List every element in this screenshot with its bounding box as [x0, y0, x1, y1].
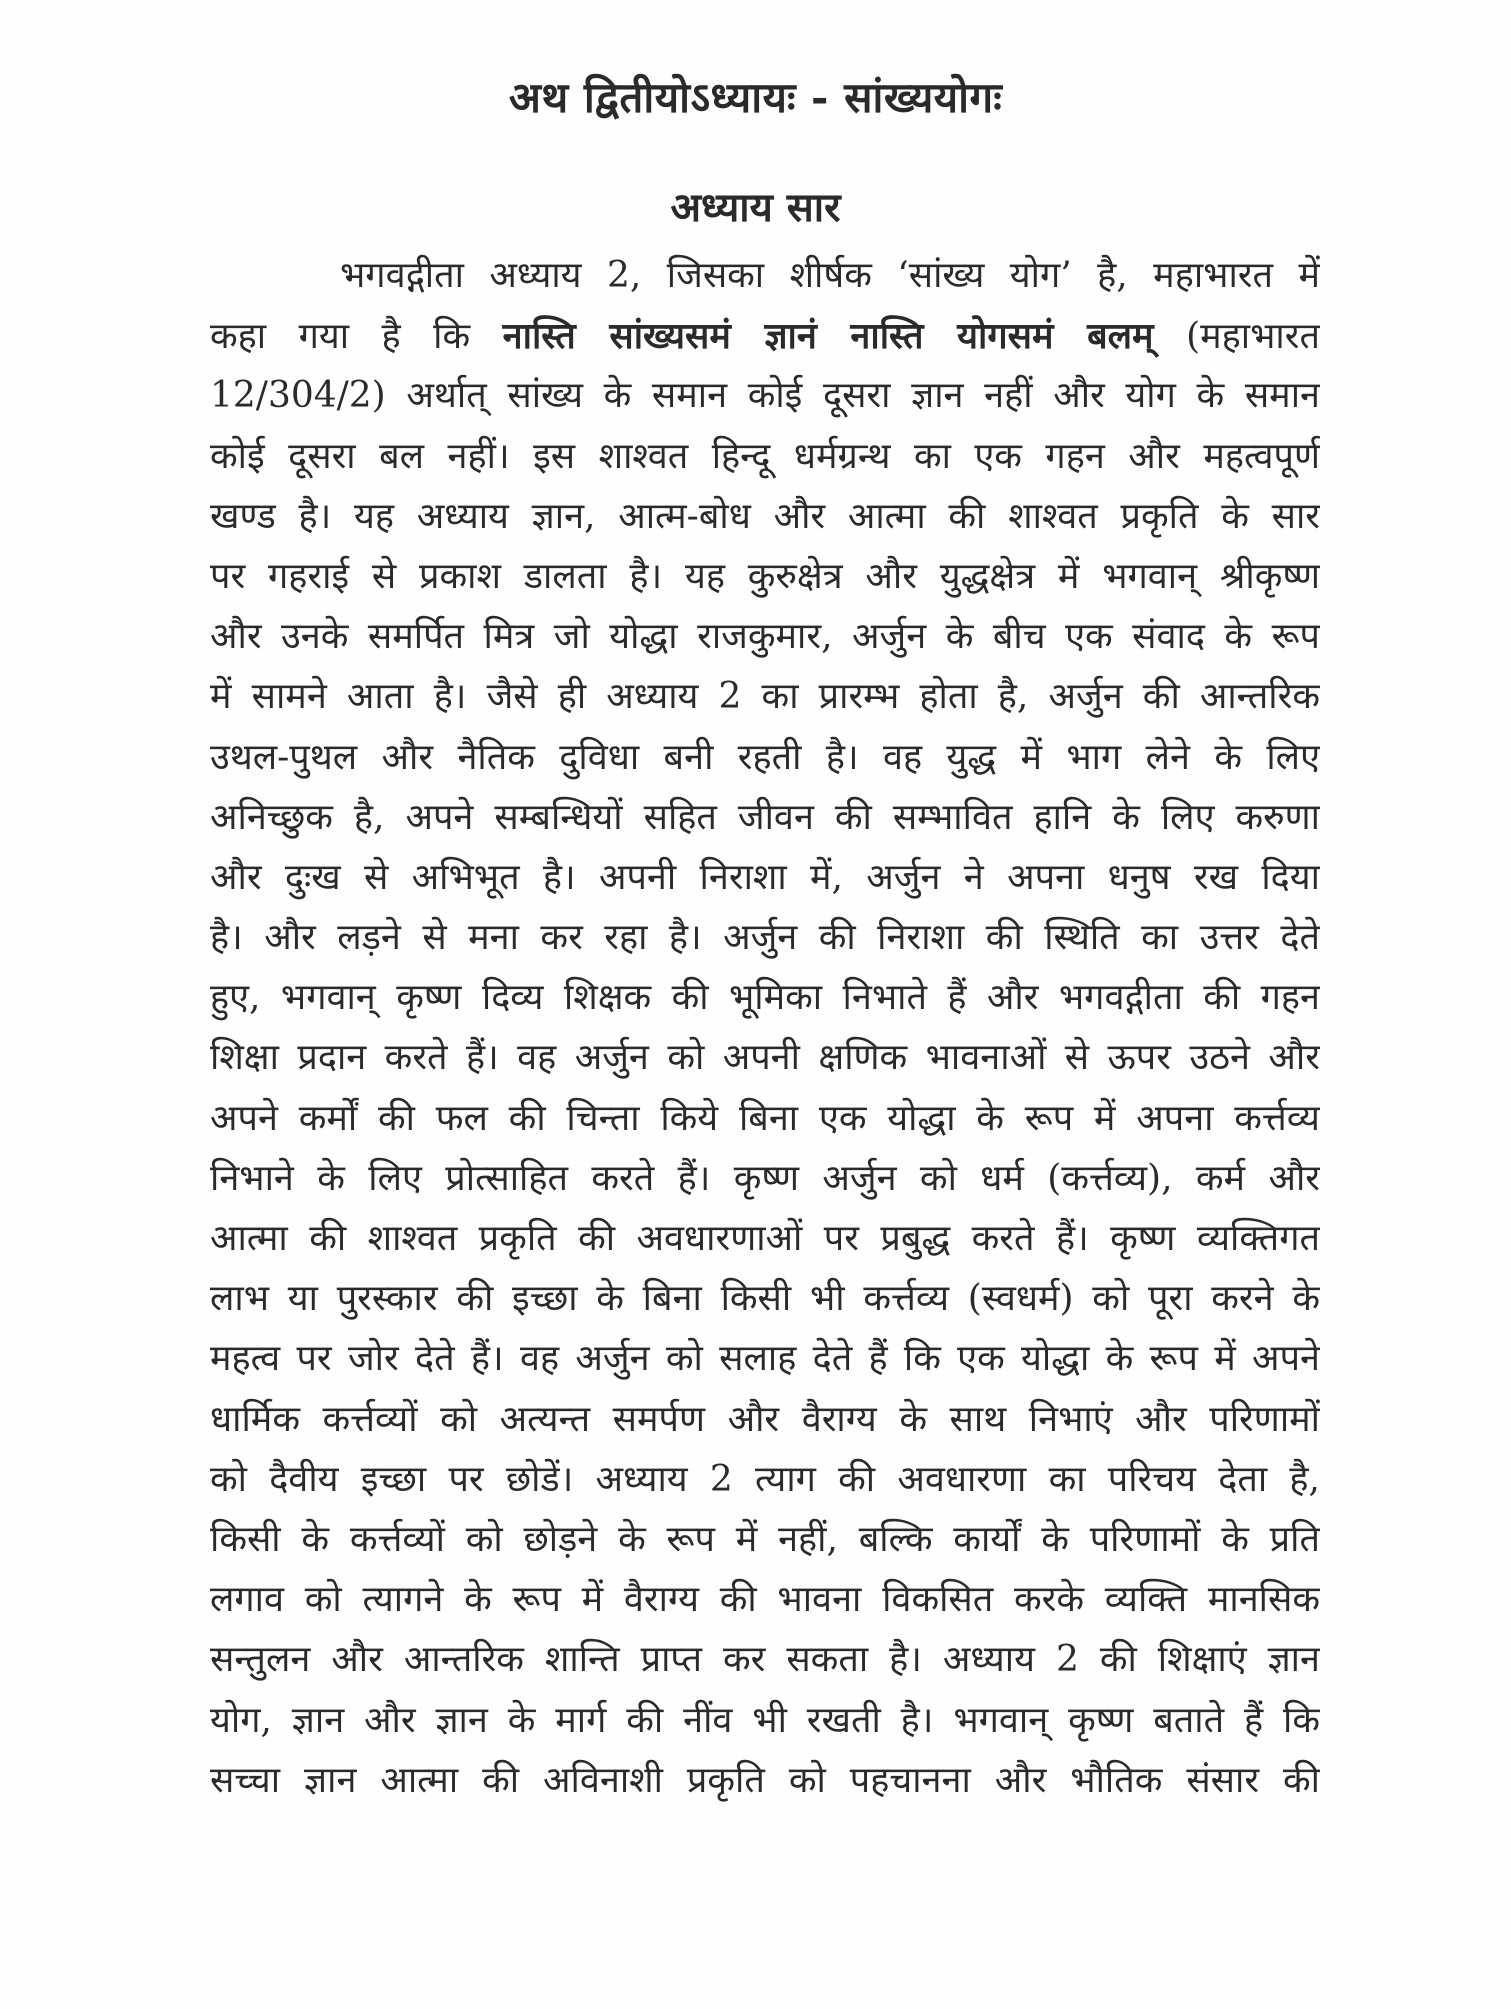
text-segment: योग, ज्ञान और ज्ञान के मार्ग की नींव भी रखती है। भगवान् कृष्ण बताते हैं कि	[210, 1699, 1320, 1741]
text-segment: अपने कर्मों की फल की चिन्ता किये बिना एक योद्धा के रूप में अपना कर्त्तव्य	[210, 1097, 1320, 1139]
text-segment: सन्तुलन और आन्तरिक शान्ति प्राप्त कर सकता है। अध्याय 2 की शिक्षाएं ज्ञान	[210, 1639, 1320, 1681]
text-segment: हुए, भगवान् कृष्ण दिव्य शिक्षक की भूमिका निभाते हैं और भगवद्गीता की गहन	[210, 977, 1320, 1019]
sanskrit-quote: नास्ति सांख्यसमं ज्ञानं नास्ति योगसमं बलम्	[502, 315, 1154, 358]
text-line	[210, 1269, 1320, 1329]
text-line	[210, 366, 1320, 426]
chapter-title: अथ द्वितीयोऽध्यायः - सांख्ययोगः	[508, 73, 1003, 122]
text-line	[210, 1089, 1320, 1149]
text-segment: 12/304/2) अर्थात् सांख्य के समान कोई दूसरा ज्ञान नहीं और योग के समान	[210, 375, 1320, 417]
text-segment: खण्ड है। यह अध्याय ज्ञान, आत्म-बोध और आत्मा की शाश्वत प्रकृति के सार	[210, 495, 1320, 537]
body-paragraph	[210, 246, 1320, 1811]
text-segment: सच्चा ज्ञान आत्मा की अविनाशी प्रकृति को पहचानना और भौतिक संसार की	[210, 1759, 1320, 1801]
text-line	[210, 1149, 1320, 1209]
text-line	[210, 1209, 1320, 1269]
text-line	[210, 1751, 1320, 1811]
text-line	[210, 1390, 1320, 1450]
text-segment: (महाभारत	[1153, 316, 1320, 358]
text-segment: लगाव को त्यागने के रूप में वैराग्य की भावना विकसित करके व्यक्ति मानसिक	[210, 1579, 1320, 1621]
text-line	[210, 246, 1320, 306]
text-segment: धार्मिक कर्त्तव्यों को अत्यन्त समर्पण और वैराग्य के साथ निभाएं और परिणामों	[210, 1398, 1320, 1440]
text-line	[210, 1630, 1320, 1690]
text-line	[210, 728, 1320, 788]
text-line	[210, 607, 1320, 667]
text-segment: में सामने आता है। जैसे ही अध्याय 2 का प्रारम्भ होता है, अर्जुन की आन्तरिक	[210, 676, 1320, 718]
text-segment: कहा गया है कि	[210, 316, 503, 358]
text-segment: लाभ या पुरस्कार की इच्छा के बिना किसी भी कर्त्तव्य (स्वधर्म) को पूरा करने के	[210, 1278, 1320, 1320]
text-segment: भगवद्गीता अध्याय 2, जिसका शीर्षक ‘सांख्य योग’ है, महाभारत में	[340, 255, 1320, 296]
text-segment: पर गहराई से प्रकाश डालता है। यह कुरुक्षेत्र और युद्धक्षेत्र में भगवान् श्रीकृष्ण	[210, 555, 1320, 597]
text-segment: उथल-पुथल और नैतिक दुविधा बनी रहती है। वह युद्ध में भाग लेने के लिए	[210, 736, 1320, 778]
text-line	[210, 788, 1320, 848]
text-line	[210, 1450, 1320, 1510]
text-segment: आत्मा की शाश्वत प्रकृति की अवधारणाओं पर प्रबुद्ध करते हैं। कृष्ण व्यक्तिगत	[210, 1218, 1320, 1259]
text-segment: और उनके समर्पित मित्र जो योद्धा राजकुमार, अर्जुन के बीच एक संवाद के रूप	[210, 616, 1320, 658]
text-segment: महत्व पर जोर देते हैं। वह अर्जुन को सलाह देते हैं कि एक योद्धा के रूप में अपने	[210, 1338, 1320, 1380]
text-line	[210, 487, 1320, 547]
text-segment: कोई दूसरा बल नहीं। इस शाश्वत हिन्दू धर्मग्रन्थ का एक गहन और महत्वपूर्ण	[210, 435, 1320, 477]
text-segment: किसी के कर्त्तव्यों को छोड़ने के रूप में नहीं, बल्कि कार्यों के परिणामों के प्रति	[210, 1518, 1320, 1560]
text-line	[210, 908, 1320, 968]
text-line	[210, 1028, 1320, 1088]
text-segment: अनिच्छुक है, अपने सम्बन्धियों सहित जीवन की सम्भावित हानि के लिए करुणा	[210, 796, 1320, 838]
text-line	[210, 848, 1320, 908]
text-segment: शिक्षा प्रदान करते हैं। वह अर्जुन को अपनी क्षणिक भावनाओं से ऊपर उठने और	[210, 1037, 1320, 1079]
text-line	[210, 1510, 1320, 1570]
text-line	[210, 1570, 1320, 1630]
text-line	[210, 968, 1320, 1028]
section-heading: अध्याय सार	[670, 184, 841, 231]
text-line	[210, 1691, 1320, 1751]
text-segment: को दैवीय इच्छा पर छोडें। अध्याय 2 त्याग की अवधारणा का परिचय देता है,	[210, 1458, 1320, 1500]
text-line	[210, 306, 1320, 366]
text-line	[210, 667, 1320, 727]
text-segment: निभाने के लिए प्रोत्साहित करते हैं। कृष्ण अर्जुन को धर्म (कर्त्तव्य), कर्म और	[210, 1157, 1320, 1199]
text-segment: और दुःख से अभिभूत है। अपनी निराशा में, अर्जुन ने अपना धनुष रख दिया	[210, 856, 1320, 898]
text-line	[210, 1329, 1320, 1389]
text-line	[210, 547, 1320, 607]
text-line	[210, 427, 1320, 487]
text-segment: है। और लड़ने से मना कर रहा है। अर्जुन की निराशा की स्थिति का उत्तर देते	[210, 917, 1320, 959]
